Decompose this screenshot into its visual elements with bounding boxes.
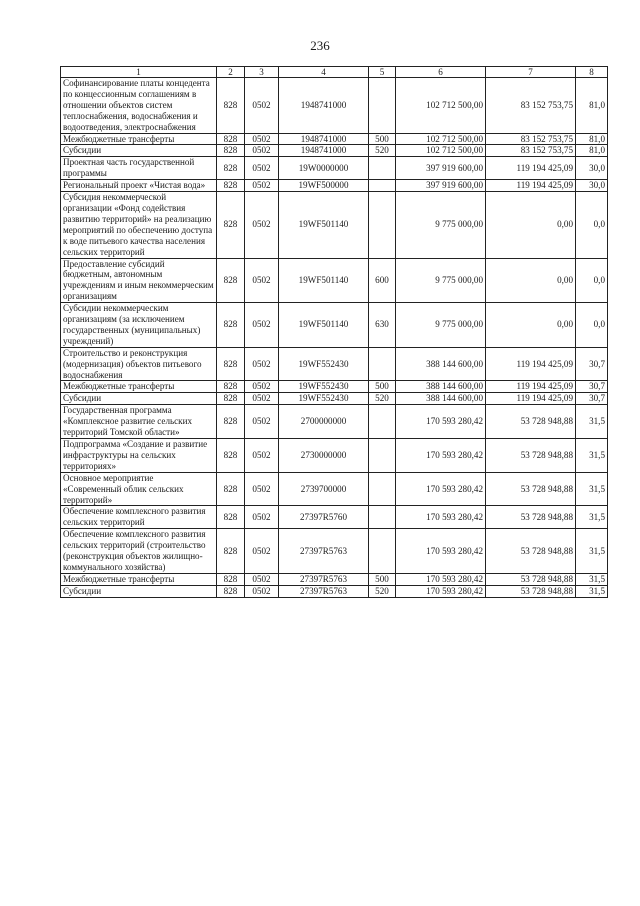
cell-section: 0502 (245, 303, 279, 348)
cell-target-article: 27397R5763 (279, 573, 369, 585)
cell-percent: 31,5 (576, 405, 608, 439)
page-number: 236 (310, 38, 330, 53)
table-row (61, 573, 608, 585)
cell-section: 0502 (245, 78, 279, 134)
cell-plan-amount: 170 593 280,42 (396, 472, 486, 506)
cell-target-article: 2730000000 (279, 439, 369, 473)
cell-name: Строительство и реконструкция (модернизация) объектов питьевого водоснабжения (61, 347, 217, 381)
column-header: 1 (61, 67, 217, 78)
table-row (61, 381, 608, 393)
cell-actual-amount: 119 194 425,09 (486, 393, 576, 405)
cell-target-article: 19WF552430 (279, 347, 369, 381)
cell-expense-type: 630 (369, 303, 396, 348)
table-row (61, 347, 608, 381)
table-row (61, 133, 608, 145)
cell-actual-amount: 0,00 (486, 303, 576, 348)
cell-section: 0502 (245, 180, 279, 192)
cell-name: Межбюджетные трансферты (61, 573, 217, 585)
table-body (61, 78, 608, 598)
cell-percent: 0,0 (576, 192, 608, 258)
cell-grbs: 828 (217, 303, 245, 348)
cell-grbs: 828 (217, 192, 245, 258)
cell-name: Основное мероприятие «Современный облик сельских территорий» (61, 472, 217, 506)
cell-actual-amount: 119 194 425,09 (486, 347, 576, 381)
cell-section: 0502 (245, 347, 279, 381)
cell-plan-amount: 170 593 280,42 (396, 405, 486, 439)
table-row (61, 529, 608, 574)
cell-name: Межбюджетные трансферты (61, 133, 217, 145)
cell-name: Обеспечение комплексного развития сельских территорий (строительство (реконструкция объектов жилищно-коммунального хозяйства) (61, 529, 217, 574)
cell-grbs: 828 (217, 585, 245, 597)
table-row (61, 393, 608, 405)
cell-actual-amount: 53 728 948,88 (486, 573, 576, 585)
table-row (61, 439, 608, 473)
cell-plan-amount: 9 775 000,00 (396, 303, 486, 348)
cell-grbs: 828 (217, 157, 245, 180)
cell-expense-type (369, 347, 396, 381)
cell-percent: 30,7 (576, 381, 608, 393)
cell-name: Региональный проект «Чистая вода» (61, 180, 217, 192)
table-row (61, 585, 608, 597)
budget-table (60, 66, 608, 598)
column-header: 4 (279, 67, 369, 78)
cell-target-article: 19WF501140 (279, 192, 369, 258)
cell-percent: 81,0 (576, 145, 608, 157)
cell-actual-amount: 0,00 (486, 192, 576, 258)
cell-target-article: 1948741000 (279, 78, 369, 134)
table-row (61, 506, 608, 529)
cell-expense-type (369, 529, 396, 574)
cell-target-article: 19WF552430 (279, 381, 369, 393)
cell-section: 0502 (245, 529, 279, 574)
cell-plan-amount: 170 593 280,42 (396, 529, 486, 574)
cell-section: 0502 (245, 506, 279, 529)
cell-grbs: 828 (217, 472, 245, 506)
cell-expense-type: 500 (369, 573, 396, 585)
cell-percent: 0,0 (576, 258, 608, 303)
table-row (61, 192, 608, 258)
cell-name: Обеспечение комплексного развития сельских территорий (61, 506, 217, 529)
cell-expense-type: 500 (369, 133, 396, 145)
cell-expense-type (369, 78, 396, 134)
cell-percent: 30,7 (576, 393, 608, 405)
cell-percent: 30,0 (576, 157, 608, 180)
cell-expense-type: 520 (369, 393, 396, 405)
cell-expense-type: 500 (369, 381, 396, 393)
cell-grbs: 828 (217, 405, 245, 439)
cell-actual-amount: 83 152 753,75 (486, 133, 576, 145)
table-row (61, 472, 608, 506)
cell-actual-amount: 53 728 948,88 (486, 585, 576, 597)
cell-target-article: 27397R5763 (279, 529, 369, 574)
cell-actual-amount: 83 152 753,75 (486, 145, 576, 157)
column-header: 8 (576, 67, 608, 78)
cell-section: 0502 (245, 258, 279, 303)
cell-plan-amount: 170 593 280,42 (396, 506, 486, 529)
cell-plan-amount: 397 919 600,00 (396, 180, 486, 192)
cell-percent: 31,5 (576, 573, 608, 585)
cell-percent: 31,5 (576, 585, 608, 597)
cell-percent: 31,5 (576, 529, 608, 574)
cell-percent: 81,0 (576, 78, 608, 134)
cell-grbs: 828 (217, 529, 245, 574)
cell-percent: 81,0 (576, 133, 608, 145)
cell-grbs: 828 (217, 381, 245, 393)
cell-plan-amount: 170 593 280,42 (396, 439, 486, 473)
cell-expense-type: 520 (369, 585, 396, 597)
cell-grbs: 828 (217, 145, 245, 157)
cell-grbs: 828 (217, 347, 245, 381)
cell-grbs: 828 (217, 78, 245, 134)
cell-actual-amount: 53 728 948,88 (486, 472, 576, 506)
cell-expense-type (369, 192, 396, 258)
cell-name: Субсидии (61, 393, 217, 405)
column-header: 5 (369, 67, 396, 78)
cell-target-article: 1948741000 (279, 145, 369, 157)
cell-grbs: 828 (217, 393, 245, 405)
cell-name: Государственная программа «Комплексное развитие сельских территорий Томской области» (61, 405, 217, 439)
cell-name: Проектная часть государственной программы (61, 157, 217, 180)
cell-actual-amount: 119 194 425,09 (486, 180, 576, 192)
cell-expense-type: 520 (369, 145, 396, 157)
cell-section: 0502 (245, 157, 279, 180)
cell-target-article: 19W0000000 (279, 157, 369, 180)
table-row (61, 180, 608, 192)
cell-plan-amount: 388 144 600,00 (396, 347, 486, 381)
column-header: 7 (486, 67, 576, 78)
cell-section: 0502 (245, 133, 279, 145)
cell-actual-amount: 119 194 425,09 (486, 381, 576, 393)
column-header: 3 (245, 67, 279, 78)
cell-expense-type (369, 439, 396, 473)
cell-percent: 0,0 (576, 303, 608, 348)
table-row (61, 157, 608, 180)
cell-actual-amount: 53 728 948,88 (486, 439, 576, 473)
cell-section: 0502 (245, 405, 279, 439)
cell-actual-amount: 119 194 425,09 (486, 157, 576, 180)
cell-target-article: 19WF500000 (279, 180, 369, 192)
cell-name: Субсидии некоммерческим организациям (за исключением государственных (муниципальных) учреждений) (61, 303, 217, 348)
cell-plan-amount: 170 593 280,42 (396, 585, 486, 597)
cell-plan-amount: 388 144 600,00 (396, 381, 486, 393)
cell-actual-amount: 53 728 948,88 (486, 529, 576, 574)
table-header-row (61, 67, 608, 78)
cell-section: 0502 (245, 381, 279, 393)
cell-actual-amount: 53 728 948,88 (486, 405, 576, 439)
cell-section: 0502 (245, 393, 279, 405)
cell-target-article: 1948741000 (279, 133, 369, 145)
table-row (61, 303, 608, 348)
cell-grbs: 828 (217, 133, 245, 145)
cell-name: Подпрограмма «Создание и развитие инфраструктуры на сельских территориях» (61, 439, 217, 473)
cell-grbs: 828 (217, 439, 245, 473)
cell-plan-amount: 9 775 000,00 (396, 258, 486, 303)
cell-expense-type: 600 (369, 258, 396, 303)
cell-target-article: 19WF501140 (279, 258, 369, 303)
cell-target-article: 19WF552430 (279, 393, 369, 405)
cell-percent: 30,0 (576, 180, 608, 192)
cell-grbs: 828 (217, 180, 245, 192)
cell-name: Предоставление субсидий бюджетным, автономным учреждениям и иным некоммерческим организациям (61, 258, 217, 303)
cell-plan-amount: 102 712 500,00 (396, 133, 486, 145)
cell-target-article: 2700000000 (279, 405, 369, 439)
cell-section: 0502 (245, 439, 279, 473)
cell-target-article: 27397R5763 (279, 585, 369, 597)
cell-section: 0502 (245, 585, 279, 597)
cell-expense-type (369, 472, 396, 506)
cell-percent: 31,5 (576, 506, 608, 529)
table-row (61, 405, 608, 439)
cell-name: Софинансирование платы концедента по концессионным соглашениям в отношении объектов систем теплоснабжения, водоснабжения и водоотведения, электроснабжения (61, 78, 217, 134)
cell-section: 0502 (245, 192, 279, 258)
cell-name: Субсидии (61, 145, 217, 157)
cell-plan-amount: 9 775 000,00 (396, 192, 486, 258)
cell-expense-type (369, 157, 396, 180)
cell-plan-amount: 102 712 500,00 (396, 78, 486, 134)
cell-percent: 31,5 (576, 439, 608, 473)
cell-plan-amount: 397 919 600,00 (396, 157, 486, 180)
cell-section: 0502 (245, 472, 279, 506)
cell-target-article: 19WF501140 (279, 303, 369, 348)
cell-grbs: 828 (217, 573, 245, 585)
cell-expense-type (369, 506, 396, 529)
cell-name: Субсидия некоммерческой организации «Фонд содействия развитию территорий» на реализацию мероприятий по обеспечению доступа к воде питьевого качества населения сельских территорий (61, 192, 217, 258)
cell-plan-amount: 170 593 280,42 (396, 573, 486, 585)
cell-grbs: 828 (217, 258, 245, 303)
cell-section: 0502 (245, 145, 279, 157)
table-row (61, 78, 608, 134)
cell-grbs: 828 (217, 506, 245, 529)
column-header: 6 (396, 67, 486, 78)
column-header: 2 (217, 67, 245, 78)
cell-actual-amount: 83 152 753,75 (486, 78, 576, 134)
cell-actual-amount: 53 728 948,88 (486, 506, 576, 529)
cell-name: Межбюджетные трансферты (61, 381, 217, 393)
cell-percent: 31,5 (576, 472, 608, 506)
cell-name: Субсидии (61, 585, 217, 597)
cell-plan-amount: 388 144 600,00 (396, 393, 486, 405)
cell-plan-amount: 102 712 500,00 (396, 145, 486, 157)
cell-actual-amount: 0,00 (486, 258, 576, 303)
table-row (61, 258, 608, 303)
cell-section: 0502 (245, 573, 279, 585)
table-row (61, 145, 608, 157)
cell-expense-type (369, 405, 396, 439)
cell-expense-type (369, 180, 396, 192)
cell-percent: 30,7 (576, 347, 608, 381)
cell-target-article: 27397R5760 (279, 506, 369, 529)
cell-target-article: 2739700000 (279, 472, 369, 506)
